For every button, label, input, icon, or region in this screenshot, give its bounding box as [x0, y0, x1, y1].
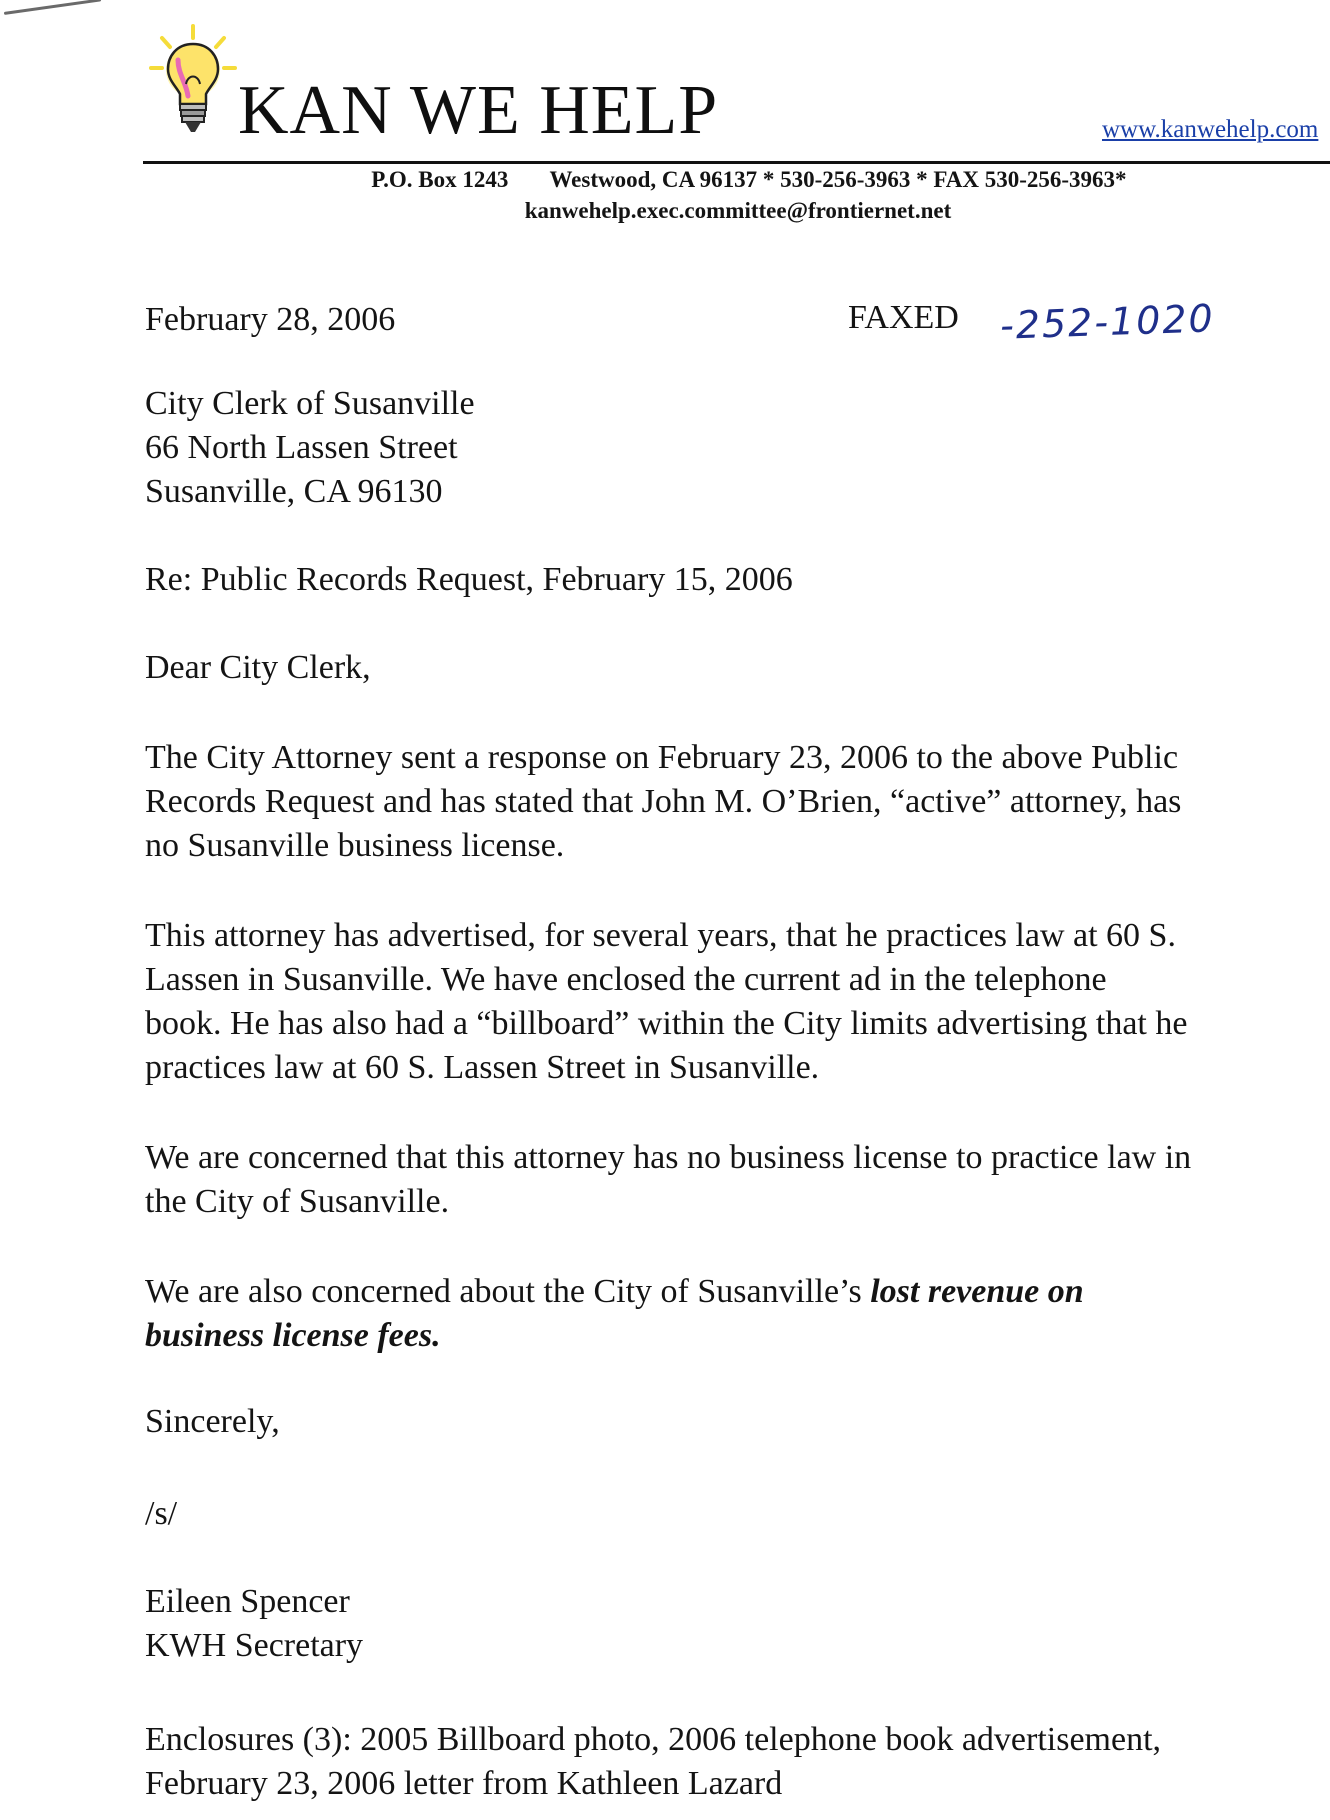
scan-pen-mark: [4, 0, 101, 15]
contact-email: [143, 198, 1330, 224]
paragraph-1-line-1: The City Attorney sent a response on February 23, 2006 to the above Public: [145, 739, 1179, 776]
enclosures-line-2: February 23, 2006 letter from Kathleen Lazard: [145, 1765, 783, 1802]
paragraph-1-line-2: Records Request and has stated that John M. O’Brien, “active” attorney, has: [145, 783, 1182, 820]
closing: Sincerely,: [145, 1403, 280, 1440]
organization-name: KAN WE HELP: [238, 72, 719, 149]
letterhead-rule: [143, 161, 1330, 164]
paragraph-2-line-4: practices law at 60 S. Lassen Street in Susanville.: [145, 1049, 820, 1086]
subject-line: Re: Public Records Request, February 15, 2006: [145, 561, 793, 598]
paragraph-2-line-1: This attorney has advertised, for several years, that he practices law at 60 S.: [145, 917, 1176, 954]
address-phone: Westwood, CA 96137 * 530-256-3963 * FAX 530-256-3963*: [549, 167, 1127, 192]
paragraph-4-emphasis-1: lost revenue on: [870, 1273, 1084, 1310]
signer-title: KWH Secretary: [145, 1627, 364, 1664]
recipient-line-1: City Clerk of Susanville: [145, 385, 475, 422]
lightbulb-icon: [148, 24, 238, 144]
letter-date: February 28, 2006: [145, 301, 396, 338]
contact-line: [143, 167, 1330, 193]
paragraph-2-line-3: book. He has also had a “billboard” within the City limits advertising that he: [145, 1005, 1188, 1042]
paragraph-3-line-2: the City of Susanville.: [145, 1183, 450, 1220]
paragraph-4-line-1: [145, 1270, 1084, 1314]
paragraph-4-emphasis-2: business license fees.: [145, 1317, 441, 1354]
signature-mark: /s/: [145, 1495, 178, 1532]
paragraph-3-line-1: We are concerned that this attorney has no business license to practice law in: [145, 1139, 1192, 1176]
website-link[interactable]: www.kanwehelp.com: [1102, 116, 1319, 143]
enclosures-line-1: Enclosures (3): 2005 Billboard photo, 2006 telephone book advertisement,: [145, 1721, 1162, 1758]
faxed-label: FAXED: [848, 299, 959, 336]
paragraph-1-line-3: no Susanville business license.: [145, 827, 565, 864]
faxed-handwritten-number: -252-1020: [999, 296, 1216, 348]
paragraph-2-line-2: Lassen in Susanville. We have enclosed the current ad in the telephone: [145, 961, 1107, 998]
salutation: Dear City Clerk,: [145, 649, 371, 686]
po-box: P.O. Box 1243: [371, 167, 509, 192]
email-address[interactable]: kanwehelp.exec.committee@frontiernet.net: [524, 198, 952, 223]
paragraph-4-lead: We are also concerned about the City of Susanville’s: [145, 1273, 871, 1310]
signer-name: Eileen Spencer: [145, 1583, 350, 1620]
recipient-line-3: Susanville, CA 96130: [145, 473, 443, 510]
recipient-line-2: 66 North Lassen Street: [145, 429, 458, 466]
